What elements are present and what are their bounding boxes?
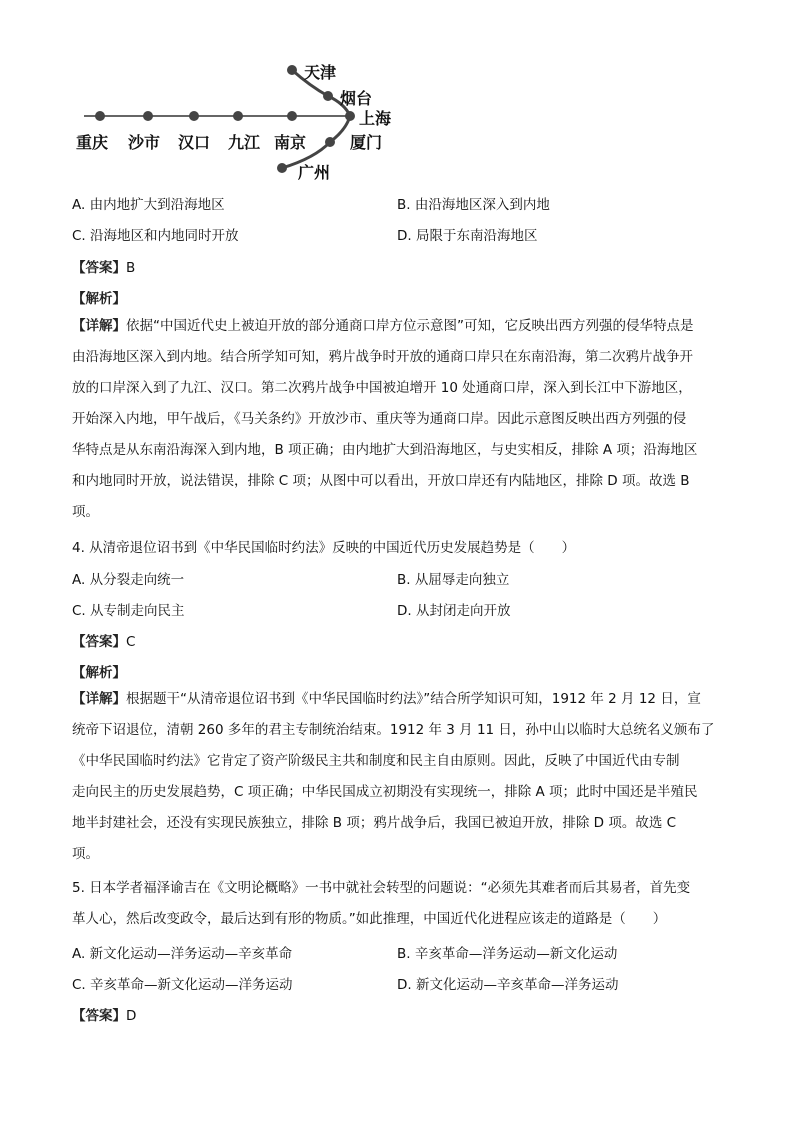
dot-chongqing (95, 111, 105, 121)
q5-option-b: B. 辛亥革命—洋务运动—新文化运动 (397, 946, 618, 962)
q4-detail-line-5: 地半封建社会，还没有实现民族独立，排除 B 项；鸦片战争后，我国已被迫开放，排除 D 项。故选 C (72, 815, 677, 831)
q5-option-a: A. 新文化运动—洋务运动—辛亥革命 (72, 946, 293, 962)
treaty-ports-map (70, 58, 400, 188)
label-shanghai: 上海 (359, 109, 392, 128)
q3-option-a: A. 由内地扩大到沿海地区 (72, 197, 225, 213)
q4-answer-label: 【答案】 (72, 634, 126, 650)
q4-option-b: B. 从屈辱走向独立 (397, 572, 510, 588)
q3-detail-line-7: 项。 (72, 504, 99, 520)
label-shashi: 沙市 (128, 133, 161, 152)
label-jiujiang: 九江 (228, 133, 261, 152)
q3-detail (72, 311, 722, 528)
q4-answer-value: C (126, 634, 136, 650)
label-guangzhou: 广州 (298, 163, 331, 182)
q3-analysis-label (72, 287, 732, 307)
q5-option-d: D. 新文化运动—辛亥革命—洋务运动 (397, 977, 619, 993)
q4-detail-line-6: 项。 (72, 846, 99, 862)
q5-stem-line-1: 5. 日本学者福泽谕吉在《文明论概略》一书中就社会转型的问题说：“必须先其难者而后其易者，首先变 (72, 880, 691, 896)
dot-xiamen (325, 137, 335, 147)
q4-detail-line-1 (72, 684, 722, 715)
q5-answer (72, 1004, 732, 1024)
q4-answer (72, 630, 732, 650)
dot-tianjin (287, 65, 297, 75)
q4-detail-line-2: 统帝下诏退位，清朝 260 多年的君主专制统治结束。1912 年 3 月 11 日，孙中山以临时大总统名义颁布了 (72, 722, 715, 738)
label-yantai: 烟台 (340, 89, 373, 108)
q4-detail-line-3: 《中华民国临时约法》它肯定了资产阶级民主共和制度和民主自由原则。因此，反映了中国近代由专制 (72, 753, 680, 769)
q3-detail-line-2: 由沿海地区深入到内地。结合所学知可知，鸦片战争时开放的通商口岸只在东南沿海，第二次鸦片战争开 (72, 349, 693, 365)
q3-detail-line-5: 华特点是从东南沿海深入到内地，B 项正确；由内地扩大到沿海地区，与史实相反，排除 A 项；沿海地区 (72, 442, 698, 458)
q4-detail-line-4: 走向民主的历史发展趋势，C 项正确；中华民国成立初期没有实现统一，排除 A 项；此时中国还是半殖民 (72, 784, 698, 800)
q3-option-c: C. 沿海地区和内地同时开放 (72, 228, 239, 244)
label-xiamen: 厦门 (350, 133, 383, 152)
dot-shanghai (345, 111, 355, 121)
q5-stem (72, 873, 722, 935)
q3-option-b: B. 由沿海地区深入到内地 (397, 197, 550, 213)
q3-answer-value: B (126, 260, 136, 276)
dot-shashi (143, 111, 153, 121)
dot-yantai (323, 91, 333, 101)
q4-analysis-label (72, 661, 732, 681)
q4-detail-label: 【详解】 (72, 691, 126, 707)
q4-analysis-heading: 【解析】 (72, 665, 126, 681)
dot-hankou (189, 111, 199, 121)
label-tianjin: 天津 (304, 63, 337, 82)
q3-detail-line-1 (72, 311, 722, 342)
q5-answer-label: 【答案】 (72, 1008, 126, 1024)
q4-stem: 4. 从清帝退位诏书到《中华民国临时约法》反映的中国近代历史发展趋势是（ ） (72, 540, 576, 556)
q5-stem-line-2: 革人心，然后改变政令，最后达到有形的物质。”如此推理，中国近代化进程应该走的道路是（ ） (72, 911, 667, 927)
q4-detail-text-1: 根据题干“从清帝退位诏书到《中华民国临时约法》”结合所学知识可知，1912 年 2 月 12 日，宣 (126, 691, 701, 707)
q3-detail-line-4: 开始深入内地，甲午战后，《马关条约》开放沙市、重庆等为通商口岸。因此示意图反映出西方列强的侵 (72, 411, 687, 427)
q4-option-a: A. 从分裂走向统一 (72, 572, 185, 588)
q4-detail (72, 684, 722, 870)
dot-nanjing (287, 111, 297, 121)
q3-option-d: D. 局限于东南沿海地区 (397, 228, 538, 244)
q4-option-c: C. 从专制走向民主 (72, 603, 185, 619)
q3-answer (72, 256, 732, 276)
label-chongqing: 重庆 (76, 133, 109, 152)
q3-detail-line-3: 放的口岸深入到了九江、汉口。第二次鸦片战争中国被迫增开 10 处通商口岸，深入到长江中下游地区， (72, 380, 692, 396)
q3-analysis-heading: 【解析】 (72, 291, 126, 307)
q3-detail-line-6: 和内地同时开放，说法错误，排除 C 项；从图中可以看出，开放口岸还有内陆地区，排除 D 项。故选 B (72, 473, 690, 489)
q3-answer-label: 【答案】 (72, 260, 126, 276)
label-hankou: 汉口 (178, 133, 211, 152)
q3-detail-text-1: 依据“中国近代史上被迫开放的部分通商口岸方位示意图”可知，它反映出西方列强的侵华特点是 (126, 318, 694, 334)
q5-answer-value: D (126, 1008, 137, 1024)
dot-guangzhou (277, 163, 287, 173)
q5-option-c: C. 辛亥革命—新文化运动—洋务运动 (72, 977, 293, 993)
q3-detail-label: 【详解】 (72, 318, 126, 334)
dot-jiujiang (233, 111, 243, 121)
q4-option-d: D. 从封闭走向开放 (397, 603, 511, 619)
label-nanjing: 南京 (274, 133, 307, 152)
